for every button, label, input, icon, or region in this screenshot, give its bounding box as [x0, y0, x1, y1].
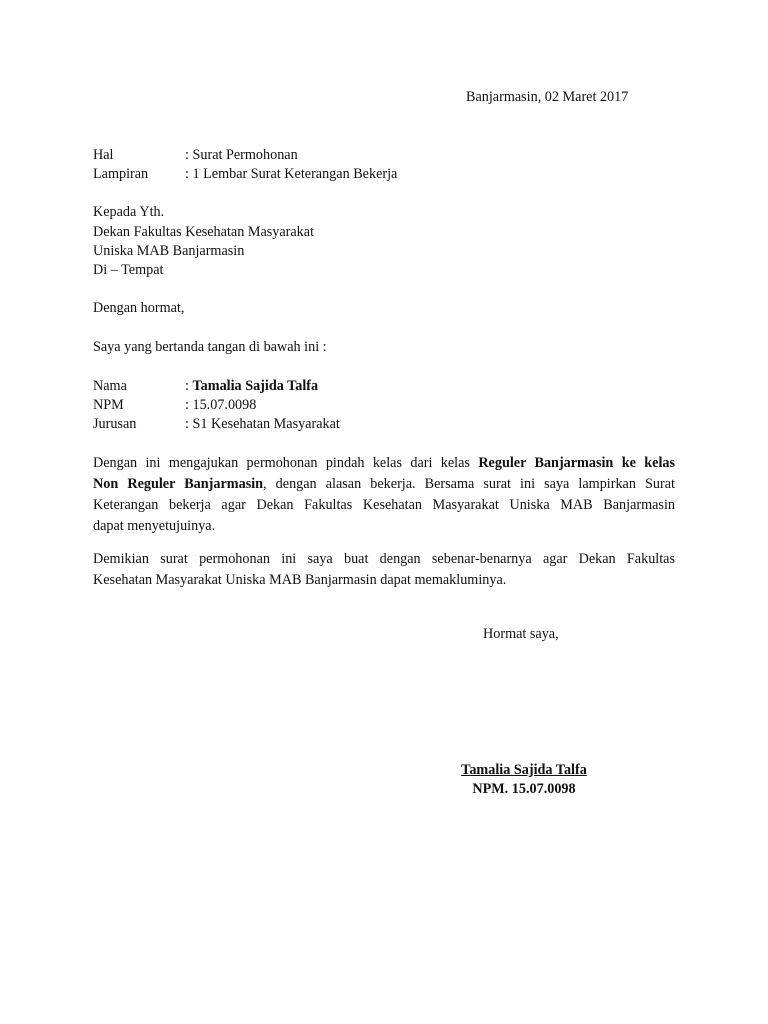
closing-line-1: Demikian surat permohonan ini saya buat dengan sebenar-benarnya agar Dekan Fakultas: [93, 551, 675, 567]
subject-row: [93, 146, 298, 165]
request-line-1: [93, 453, 675, 474]
closing-line-2: Kesehatan Masyarakat Uniska MAB Banjarmasin dapat memakluminya.: [93, 572, 507, 588]
salutation: Dengan hormat,: [93, 300, 185, 316]
name-label: Nama: [93, 378, 127, 394]
name-row: [93, 377, 318, 396]
closing-paragraph: [93, 549, 675, 591]
request-class-from: Reguler Banjarmasin ke kelas: [478, 455, 675, 471]
request-line-4: dapat menyetujuinya.: [93, 518, 216, 534]
npm-value: : 15.07.0098: [185, 397, 257, 413]
request-text-2: , dengan alasan bekerja. Bersama surat ini saya lampirkan Surat: [263, 476, 675, 492]
npm-label: NPM: [93, 397, 124, 413]
request-paragraph: [93, 453, 675, 537]
closing-regards: Hormat saya,: [483, 626, 559, 642]
attachment-row: [93, 165, 397, 184]
major-row: [93, 415, 340, 434]
request-class-to: Non Reguler Banjarmasin: [93, 476, 264, 492]
place-date: Banjarmasin, 02 Maret 2017: [466, 89, 629, 105]
request-text-1: Dengan ini mengajukan permohonan pindah kelas dari kelas: [93, 455, 479, 471]
request-line-2: [93, 474, 675, 495]
name-colon: :: [185, 378, 193, 394]
npm-row: [93, 396, 256, 415]
intro-text: Saya yang bertanda tangan di bawah ini :: [93, 339, 327, 355]
name-value: Tamalia Sajida Talfa: [192, 378, 319, 394]
attachment-value: : 1 Lembar Surat Keterangan Bekerja: [185, 166, 398, 182]
recipient-line-3: Uniska MAB Banjarmasin: [93, 243, 245, 259]
recipient-line-4: Di – Tempat: [93, 262, 164, 278]
recipient-line-2: Dekan Fakultas Kesehatan Masyarakat: [93, 224, 315, 240]
signature-name: Tamalia Sajida Talfa: [461, 762, 587, 778]
signature-npm: NPM. 15.07.0098: [472, 781, 576, 797]
subject-value: : Surat Permohonan: [185, 147, 298, 163]
request-line-3: Keterangan bekerja agar Dekan Fakultas Kesehatan Masyarakat Uniska MAB Banjarmasin: [93, 497, 675, 513]
attachment-label: Lampiran: [93, 166, 149, 182]
recipient-line-1: Kepada Yth.: [93, 204, 165, 220]
subject-label: Hal: [93, 147, 114, 163]
major-value: : S1 Kesehatan Masyarakat: [185, 416, 340, 432]
major-label: Jurusan: [93, 416, 137, 432]
